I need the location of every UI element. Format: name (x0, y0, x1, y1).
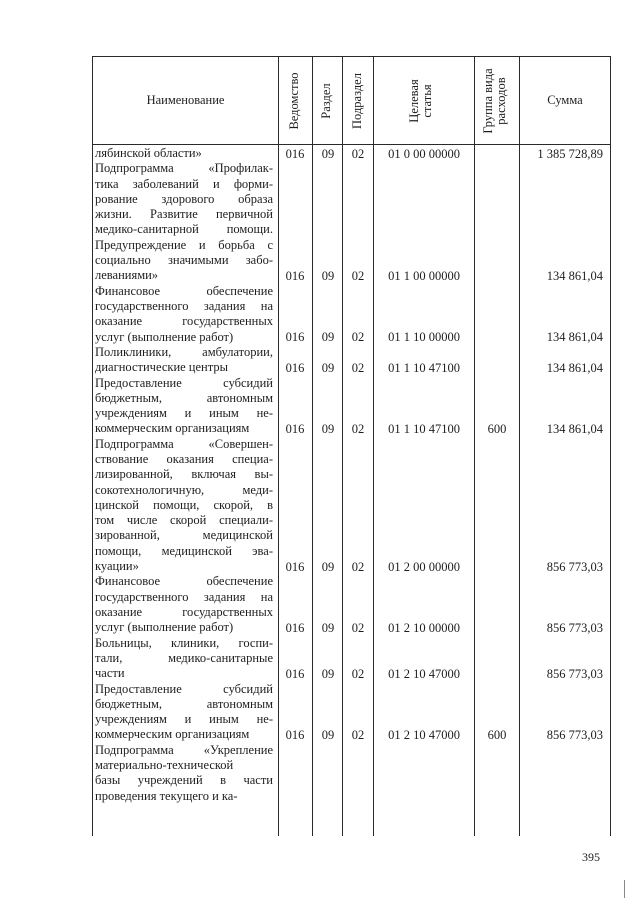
row-name-block (95, 743, 273, 804)
row-celevaya-cell: 01 2 00 00000 (388, 559, 460, 574)
row-name-line: Поликлиники, амбулатории, (95, 344, 273, 359)
row-name-block (95, 682, 273, 743)
row-razdel-cell: 09 (321, 666, 335, 681)
row-vedomstvo-cell: 016 (285, 559, 305, 574)
row-podrazdel-cell: 02 (351, 620, 365, 635)
row-name-line: медико-санитарной помощи. (95, 222, 273, 237)
row-podrazdel-cell: 02 (351, 727, 365, 742)
row-name-line: диагностические центры (95, 360, 228, 375)
row-vedomstvo-cell: 016 (285, 620, 305, 635)
row-celevaya-cell: 01 1 00 00000 (388, 268, 460, 283)
row-name-line: учреждениям и иным не- (95, 712, 273, 727)
col-divider-podrazdel (342, 56, 343, 836)
row-name-block (95, 437, 273, 575)
header-summa: Сумма (547, 93, 583, 107)
row-name-line: лизированной, включая вы- (95, 467, 273, 482)
row-name-line: лябинской области» (95, 146, 202, 160)
row-name-line: Подпрограмма «Укрепление (95, 742, 273, 757)
row-vedomstvo-cell: 016 (285, 360, 305, 375)
header-celevaya-line2: статья (420, 84, 434, 118)
row-name-line: оказание государственных (95, 604, 273, 619)
row-summa-cell: 856 773,03 (546, 559, 603, 574)
row-vedomstvo-cell: 016 (285, 666, 305, 681)
row-name-line: базы учреждений в части (95, 773, 273, 788)
row-summa-cell: 134 861,04 (546, 330, 603, 345)
row-name-line: коммерческим организациям (95, 421, 250, 436)
row-name-line: части (95, 666, 125, 681)
row-name-block (95, 345, 273, 376)
row-vedomstvo-cell: 016 (285, 727, 305, 742)
row-name-line: тика заболеваний и форми- (95, 176, 273, 191)
row-name-line: бюджетным, автономным (95, 390, 273, 405)
header-razdel: Раздел (319, 83, 333, 119)
row-name-line: жизни. Развитие первичной (95, 207, 273, 222)
table-right-border (610, 56, 611, 836)
header-name: Наименование (146, 93, 225, 107)
header-podrazdel: Подраздел (350, 73, 364, 129)
row-name-block (95, 284, 273, 345)
row-name-line: сокотехнологичную, меди- (95, 482, 273, 497)
row-vedomstvo-cell: 016 (285, 421, 305, 436)
row-name-line: леваниями» (95, 268, 159, 283)
row-razdel-cell: 09 (321, 620, 335, 635)
row-name-line: оказание государственных (95, 314, 273, 329)
row-podrazdel-cell: 02 (351, 146, 365, 161)
row-vedomstvo-cell: 016 (285, 146, 305, 161)
header-vedomstvo: Ведомство (287, 72, 301, 130)
row-celevaya-cell: 01 2 10 47000 (388, 666, 460, 681)
row-podrazdel-cell: 02 (351, 666, 365, 681)
header-celevaya-line1: Целевая (407, 79, 421, 123)
row-celevaya-cell: 01 1 10 00000 (388, 330, 460, 345)
row-razdel-cell: 09 (321, 421, 335, 436)
row-podrazdel-cell: 02 (351, 360, 365, 375)
row-summa-cell: 134 861,04 (546, 268, 603, 283)
row-name-line: куации» (95, 559, 139, 574)
row-name-line: Предоставление субсидий (95, 681, 273, 696)
row-celevaya-cell: 01 1 10 47100 (388, 421, 460, 436)
row-razdel-cell: 09 (321, 559, 335, 574)
row-gruppa-cell: 600 (487, 421, 507, 436)
row-razdel-cell: 09 (321, 360, 335, 375)
col-divider-summa (519, 56, 520, 836)
row-name-line: Подпрограмма «Совершен- (95, 436, 273, 451)
row-celevaya-cell: 01 0 00 00000 (388, 146, 460, 161)
row-vedomstvo-cell: 016 (285, 268, 305, 283)
row-name-line: учреждениям и иным не- (95, 406, 273, 421)
row-podrazdel-cell: 02 (351, 330, 365, 345)
row-podrazdel-cell: 02 (351, 559, 365, 574)
row-name-line: помощи, медицинской эва- (95, 543, 273, 558)
col-divider-gruppa (474, 56, 475, 836)
row-name-line: рование здорового образа (95, 191, 273, 206)
row-name-line: том числе скорой специали- (95, 513, 273, 528)
header-gruppa (482, 51, 512, 151)
row-name-line: услуг (выполнение работ) (95, 329, 234, 344)
row-celevaya-cell: 01 1 10 47100 (388, 360, 460, 375)
row-name-line: государственного задания на (95, 589, 273, 604)
row-name-line: материально-технической (95, 757, 234, 772)
row-name-block (95, 146, 273, 161)
table-left-border (92, 56, 93, 836)
row-summa-cell: 856 773,03 (546, 666, 603, 681)
row-name-line: государственного задания на (95, 298, 273, 313)
row-gruppa-cell: 600 (487, 727, 507, 742)
row-razdel-cell: 09 (321, 146, 335, 161)
row-name-block (95, 161, 273, 283)
row-name-line: бюджетным, автономным (95, 696, 273, 711)
col-divider-vedomstvo (278, 56, 279, 836)
row-name-line: Финансовое обеспечение (95, 574, 273, 589)
row-name-line: цинской помощи, скорой, в (95, 497, 273, 512)
header-gruppa-line1: Группа вида (481, 68, 495, 134)
row-podrazdel-cell: 02 (351, 421, 365, 436)
row-podrazdel-cell: 02 (351, 268, 365, 283)
row-summa-cell: 856 773,03 (546, 620, 603, 635)
row-name-line: тали, медико-санитарные (95, 650, 273, 665)
page-number: 395 (582, 850, 600, 864)
row-name-line: зированной, медицинской (95, 528, 273, 543)
row-summa-cell: 856 773,03 (546, 727, 603, 742)
row-name-block (95, 636, 273, 682)
row-name-line: Подпрограмма «Профилак- (95, 161, 273, 176)
row-celevaya-cell: 01 2 10 00000 (388, 620, 460, 635)
header-celevaya (408, 51, 438, 151)
col-divider-celevaya (373, 56, 374, 836)
row-razdel-cell: 09 (321, 727, 335, 742)
row-vedomstvo-cell: 016 (285, 330, 305, 345)
row-razdel-cell: 09 (321, 268, 335, 283)
row-summa-cell: 1 385 728,89 (537, 146, 603, 161)
row-razdel-cell: 09 (321, 330, 335, 345)
row-name-line: проведения текущего и ка- (95, 788, 238, 803)
row-name-line: Предоставление субсидий (95, 375, 273, 390)
row-celevaya-cell: 01 2 10 47000 (388, 727, 460, 742)
row-name-line: Финансовое обеспечение (95, 283, 273, 298)
scan-edge-mark (624, 880, 625, 898)
row-name-line: Больницы, клиники, госпи- (95, 635, 273, 650)
row-name-line: ствование оказания специа- (95, 451, 273, 466)
row-summa-cell: 134 861,04 (546, 421, 603, 436)
row-name-block (95, 376, 273, 437)
col-divider-razdel (312, 56, 313, 836)
row-name-line: услуг (выполнение работ) (95, 620, 234, 635)
row-summa-cell: 134 861,04 (546, 360, 603, 375)
header-gruppa-line2: расходов (494, 77, 508, 125)
row-name-line: коммерческим организациям (95, 727, 250, 742)
row-name-block (95, 574, 273, 635)
row-name-line: Предупреждение и борьба с (95, 237, 273, 252)
row-name-line: социально значимыми забо- (95, 253, 273, 268)
